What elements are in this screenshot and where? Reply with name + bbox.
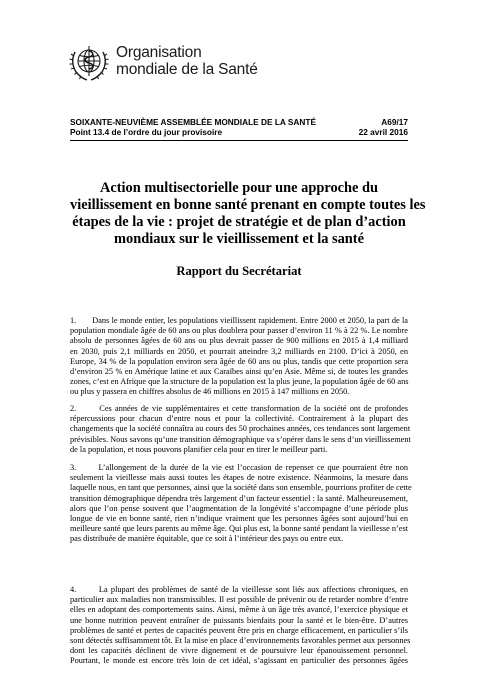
paragraph-line: particulier aux maladies non transmissibles. Il est possible de prévenir ou de retarder nombre d’entre (70, 595, 408, 605)
paragraph-line: seulement la vieillesse mais aussi toutes les étapes de notre existence. Néanmoins, la mesure dans (70, 473, 408, 483)
org-name-line-2: mondiale de la Santé (116, 61, 258, 78)
paragraph-line: de la population, et nous pouvons planifier cela pour en tirer le meilleur parti. (70, 444, 328, 454)
assembly-name: SOIXANTE-NEUVIÈME ASSEMBLÉE MONDIALE DE LA SANTÉ (70, 117, 317, 127)
paragraph-line: zones, c’est en Afrique que la structure de la population est la plus jeune, la population âgée de 60 ans (70, 377, 409, 387)
paragraph-line: sont détectés suffisamment tôt. Et la mise en place d’environnements favorables permet aux personnes (70, 635, 411, 645)
paragraph-line: elles en adoptant des comportements sains. Ainsi, même à un âge très avancé, l’exercice physique et (70, 605, 408, 615)
paragraph-line: changements que la société connaîtra au cours des 50 prochaines années, ces tendances sont largement (70, 424, 411, 434)
title-line: mondiaux sur le vieillissement et la santé (114, 231, 364, 247)
document-subtitle: Rapport du Secrétariat (176, 264, 302, 278)
paragraph-1 (70, 316, 408, 398)
paragraph-line: Europe, 34 % de la population environ sera âgée de 60 ans ou plus, tandis que cette proportion sera (70, 356, 408, 366)
paragraph-line: d’environ 25 % en Amérique latine et aux Caraïbes ainsi qu’en Asie. Même si, de toutes les grandes (70, 366, 408, 376)
who-emblem-icon (66, 40, 112, 86)
document-date: 22 avril 2016 (358, 127, 408, 137)
document-title (70, 180, 426, 248)
paragraph-line: population mondiale âgée de 60 ans ou plus doublera pour passer d’environ 11 % à 22 %. Le nombre (70, 326, 408, 336)
header-divider (70, 140, 408, 141)
paragraph-line: ou plus y passera en chiffres absolus de 46 millions en 2015 à 147 millions en 2050. (70, 387, 350, 397)
title-line: vieillissement en bonne santé prenant en compte toutes les (70, 197, 426, 213)
paragraph-4 (70, 585, 411, 667)
agenda-item: Point 13.4 de l’ordre du jour provisoire (70, 127, 223, 137)
document-number: A69/17 (381, 117, 408, 127)
paragraph-3 (70, 463, 412, 545)
title-line: étapes de la vie : projet de stratégie et de plan d’action (72, 214, 406, 230)
paragraph-line: meilleure santé que leurs parents au même âge. Qui plus est, la bonne santé pendant la vieillesse n’est (70, 524, 408, 534)
paragraph-line: 3. L’allongement de la durée de la vie est l’occasion de repenser ce que pourraient être non (70, 463, 408, 472)
paragraph-line: Pourtant, le monde est encore très loin de cet idéal, s’agissant en particulier des personnes âgées (70, 656, 408, 666)
paragraph-2 (70, 404, 411, 455)
paragraph-line: dont les capacités déclinent de vivre dignement et de poursuivre leur épanouissement personnel. (70, 646, 408, 656)
paragraph-line: pas distribuée de manière équitable, que ce soit à l’intérieur des pays ou entre eux. (70, 534, 344, 544)
paragraph-line: problèmes de santé et pertes de capacités peuvent être pris en charge efficacement, en particulier s’ils (70, 625, 408, 635)
title-line: Action multisectorielle pour une approche du (99, 180, 379, 196)
paragraph-line: 2. Ces années de vie supplémentaires et cette transformation de la société ont de profondes (70, 404, 408, 413)
paragraph-line: longue de vie en bonne santé, rien n’indique vraiment que les personnes âgées sont aujourd’hui en (70, 513, 408, 523)
paragraph-line: absolu de personnes âgées de 60 ans ou plus devrait passer de 900 millions en 2015 à 1,4 milliard (70, 336, 408, 346)
org-name-line-1: Organisation (116, 44, 202, 61)
paragraph-line: alors que l’on pense souvent que l’augmentation de la longévité s’accompagne d’une période plus (70, 503, 408, 513)
paragraph-line: 1. Dans le monde entier, les populations vieillissent rapidement. Entre 2000 et 2050, la part de la (70, 316, 408, 325)
paragraph-line: une bonne nutrition peuvent entraîner de puissants bienfaits pour la santé et le bien-être. D’autres (70, 615, 408, 625)
paragraph-line: transition démographique dépendra très largement d’un facteur essentiel : la santé. Malheureusement, (70, 493, 408, 503)
paragraph-line: répercussions pour chacun d’entre nous et pour la collectivité. Contrairement à la plupart des (70, 414, 408, 424)
paragraph-line: en 2030, puis 2,1 milliards en 2050, et pourrait atteindre 3,2 milliards en 2100. D’ici à 2050, en (70, 346, 408, 356)
organisation-name (116, 44, 258, 78)
paragraph-line: 4. La plupart des problèmes de santé de la vieillesse sont liés aux affections chroniques, en (70, 585, 408, 594)
paragraph-line: laquelle nous, en tant que personnes, ainsi que la société dans son ensemble, pourrions profiter de cette (70, 483, 412, 493)
paragraph-line: prévisibles. Nous savons qu’une transition démographique va s’opérer dans le sens d’un vieillissement (70, 434, 411, 444)
